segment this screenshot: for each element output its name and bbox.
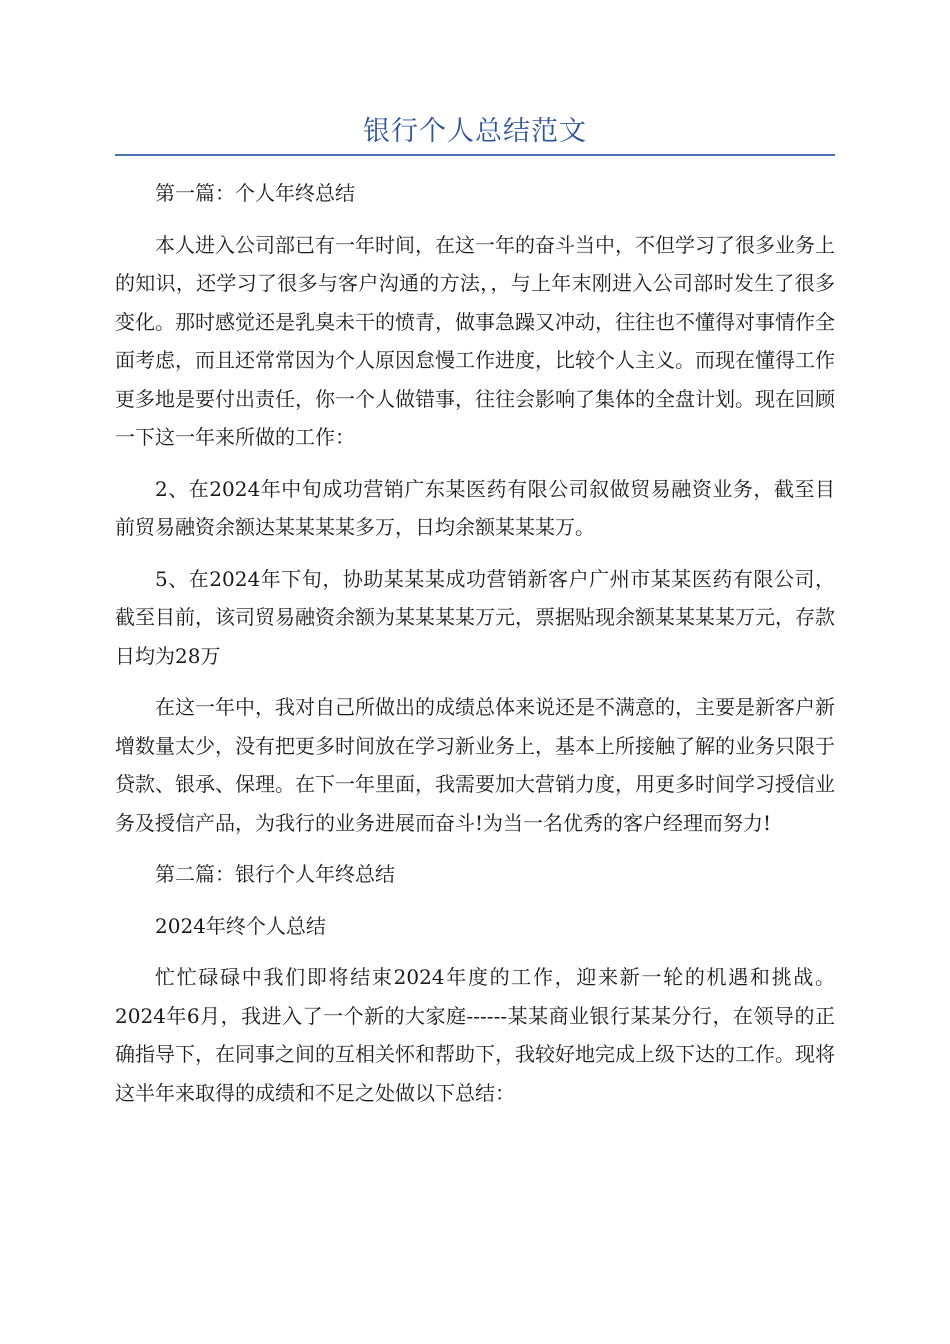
section-heading-2: 第二篇：银行个人年终总结 xyxy=(155,862,395,886)
section-heading-1: 第一篇：个人年终总结 xyxy=(155,181,355,205)
sub-heading: 2024年终个人总结 xyxy=(155,913,326,938)
body-paragraph-item-2: 2、在2024年中旬成功营销广东某医药有限公司叙做贸易融资业务，截至目前贸易融资余额达某某某某多万，日均余额某某某万。 xyxy=(115,476,835,539)
body-paragraph-opening: 忙忙碌碌中我们即将结束2024年度的工作，迎来新一轮的机遇和挑战。2024年6月，我进入了一个新的大家庭------某某商业银行某某分行，在领导的正确指导下，在同事之间的互相关怀和帮助下，我较好地完成上级下达的工作。现将这半年来取得的成绩和不足之处做以下总结： xyxy=(115,965,835,1105)
body-paragraph-item-5: 5、在2024年下旬，协助某某某成功营销新客户广州市某某医药有限公司，截至目前，该司贸易融资余额为某某某某万元，票据贴现余额某某某某万元，存款日均为28万 xyxy=(115,566,835,668)
document-body xyxy=(115,174,835,1125)
body-paragraph-reflection: 在这一年中，我对自己所做出的成绩总体来说还是不满意的，主要是新客户新增数量太少，没有把更多时间放在学习新业务上，基本上所接触了解的业务只限于贷款、银承、保理。在下一年里面，我需要加大营销力度，用更多时间学习授信业务及授信产品，为我行的业务进展而奋斗!为当一名优秀的客户经理而努力! xyxy=(115,695,835,835)
title-underline-rule xyxy=(115,154,835,156)
body-paragraph-intro: 本人进入公司部已有一年时间，在这一年的奋斗当中，不但学习了很多业务上的知识，还学习了很多与客户沟通的方法，，与上年末刚进入公司部时发生了很多变化。那时感觉还是乳臭未干的愤青，做事急躁又冲动，往往也不懂得对事情作全面考虑，而且还常常因为个人原因怠慢工作进度，比较个人主义。而现在懂得工作更多地是要付出责任，你一个人做错事，往往会影响了集体的全盘计划。现在回顾一下这一年来所做的工作： xyxy=(115,232,835,449)
document-title: 银行个人总结范文 xyxy=(363,116,587,147)
